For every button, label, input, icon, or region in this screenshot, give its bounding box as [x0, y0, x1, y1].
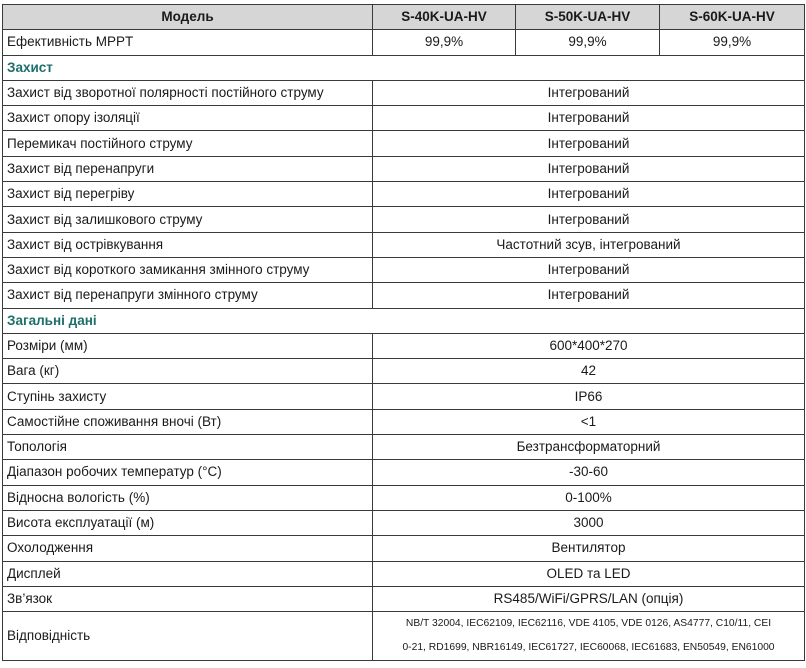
row-value: Вентилятор — [373, 536, 805, 561]
table-row — [3, 333, 805, 358]
spec-table — [2, 4, 805, 661]
table-row — [3, 510, 805, 535]
row-label: Розміри (мм) — [3, 333, 373, 358]
table-row — [3, 182, 805, 207]
table-row — [3, 409, 805, 434]
table-row — [3, 232, 805, 257]
row-value: Інтегрований — [373, 80, 805, 105]
model-name: S-50K-UA-HV — [516, 5, 660, 30]
section-header-row — [3, 55, 805, 80]
row-label: Захист від зворотної полярності постійного струму — [3, 80, 373, 105]
row-label: Ефективність MPPT — [3, 30, 373, 55]
row-label: Самостійне споживання вночі (Вт) — [3, 409, 373, 434]
compliance-line: 0-21, RD1699, NBR16149, IEC61727, IEC60068, IEC61683, EN50549, EN61000 — [402, 642, 775, 654]
row-value: <1 — [373, 409, 805, 434]
row-value: Частотний зсув, інтегрований — [373, 232, 805, 257]
row-label: Захист від залишкового струму — [3, 207, 373, 232]
row-value: 42 — [373, 359, 805, 384]
compliance-line: NB/T 32004, IEC62109, IEC62116, VDE 4105, VDE 0126, AS4777, C10/11, CEI — [405, 618, 772, 630]
row-label: Діапазон робочих температур (°C) — [3, 460, 373, 485]
row-label: Дисплей — [3, 561, 373, 586]
row-value: Інтегрований — [373, 106, 805, 131]
row-value: RS485/WiFi/GPRS/LAN (опція) — [373, 586, 805, 611]
row-label: Ступінь захисту — [3, 384, 373, 409]
table-row — [3, 359, 805, 384]
table-row — [3, 485, 805, 510]
row-label: Відносна вологість (%) — [3, 485, 373, 510]
row-value: 99,9% — [516, 30, 660, 55]
row-label: Захист від короткого замикання змінного струму — [3, 257, 373, 282]
row-label: Висота експлуатації (м) — [3, 510, 373, 535]
table-row — [3, 283, 805, 308]
table-row — [3, 384, 805, 409]
table-row — [3, 156, 805, 181]
compliance-standards — [373, 612, 805, 661]
row-label: Захист від перегріву — [3, 182, 373, 207]
row-label: Відповідність — [3, 612, 373, 661]
row-label: Зв’язок — [3, 586, 373, 611]
table-row — [3, 435, 805, 460]
row-label: Вага (кг) — [3, 359, 373, 384]
model-header: Модель — [3, 5, 373, 30]
row-value: 99,9% — [373, 30, 516, 55]
row-label: Захист від перенапруги змінного струму — [3, 283, 373, 308]
header-row — [3, 5, 805, 30]
row-value: Інтегрований — [373, 156, 805, 181]
row-value: -30-60 — [373, 460, 805, 485]
table-row — [3, 536, 805, 561]
row-value: OLED та LED — [373, 561, 805, 586]
row-label: Захист від перенапруги — [3, 156, 373, 181]
row-value: 0-100% — [373, 485, 805, 510]
row-value: Безтрансформаторний — [373, 435, 805, 460]
model-name: S-60K-UA-HV — [660, 5, 805, 30]
table-row — [3, 561, 805, 586]
row-value: Інтегрований — [373, 182, 805, 207]
table-row — [3, 106, 805, 131]
row-label: Топологія — [3, 435, 373, 460]
table-row — [3, 257, 805, 282]
row-value: IP66 — [373, 384, 805, 409]
row-value: Інтегрований — [373, 283, 805, 308]
table-row — [3, 586, 805, 611]
table-row — [3, 131, 805, 156]
row-value: Інтегрований — [373, 207, 805, 232]
compliance-row — [3, 612, 805, 661]
section-header-row — [3, 308, 805, 333]
row-value: Інтегрований — [373, 257, 805, 282]
row-value: 3000 — [373, 510, 805, 535]
row-value: 600*400*270 — [373, 333, 805, 358]
table-row — [3, 460, 805, 485]
section-title: Захист — [3, 55, 805, 80]
table-row — [3, 207, 805, 232]
section-title: Загальні дані — [3, 308, 805, 333]
row-label: Захист від острівкування — [3, 232, 373, 257]
model-name: S-40K-UA-HV — [373, 5, 516, 30]
row-label: Охолодження — [3, 536, 373, 561]
table-row — [3, 80, 805, 105]
row-value: 99,9% — [660, 30, 805, 55]
mppt-row — [3, 30, 805, 55]
row-value: Інтегрований — [373, 131, 805, 156]
row-label: Перемикач постійного струму — [3, 131, 373, 156]
row-label: Захист опору ізоляції — [3, 106, 373, 131]
